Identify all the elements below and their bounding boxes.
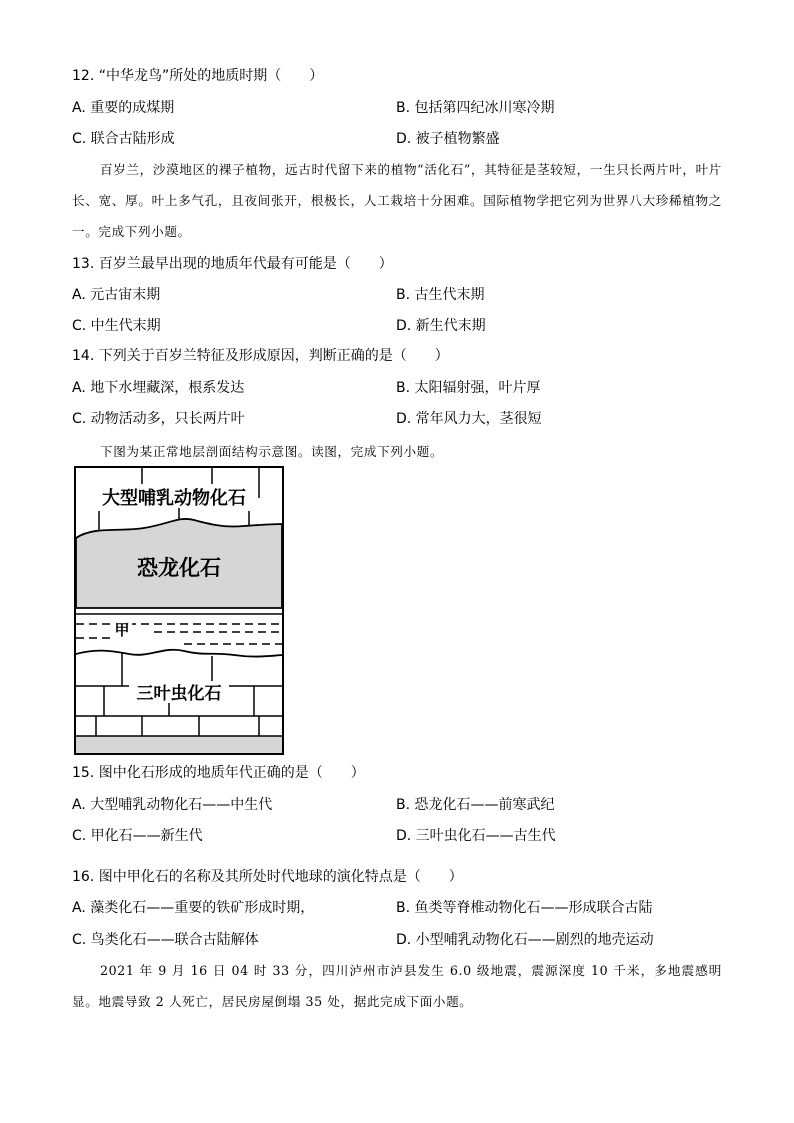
q14-stem: 14. 下列关于百岁兰特征及形成原因，判断正确的是（ ） [72, 348, 449, 364]
q12-stem: 12. “中华龙鸟”所处的地质时期（ ） [72, 68, 324, 84]
q16-stem: 16. 图中甲化石的名称及其所处时代地球的演化特点是（ ） [72, 869, 463, 885]
q13-option-c: C. 中生代末期 [72, 318, 161, 334]
q16-option-d: D. 小型哺乳动物化石——剧烈的地壳运动 [396, 932, 654, 948]
stratigraphic-section-figure [74, 466, 284, 756]
q12-option-c: C. 联合古陆形成 [72, 131, 175, 147]
passage-welwitschia: 百岁兰，沙漠地区的裸子植物，远古时代留下来的植物“活化石”，其特征是茎较短，一生只长两片叶，叶片长、宽、厚。叶上多气孔，且夜间张开，根极长，人工栽培十分困难。国际植物学把它列为世界八大珍稀植物之一。完成下列小题。 [72, 162, 722, 239]
q16-option-a: A. 藻类化石——重要的铁矿形成时期， [72, 900, 315, 916]
q13-stem: 13. 百岁兰最早出现的地质年代最有可能是（ ） [72, 256, 393, 272]
q12-option-b: B. 包括第四纪冰川寒冷期 [396, 100, 555, 116]
label-layer-jia: 甲 [114, 621, 130, 639]
q14-option-c: C. 动物活动多，只长两片叶 [72, 411, 245, 427]
q14-option-b: B. 太阳辐射强，叶片厚 [396, 380, 541, 396]
q15-option-d: D. 三叶虫化石——古生代 [396, 828, 556, 844]
q12-option-d: D. 被子植物繁盛 [396, 131, 500, 147]
q15-option-a: A. 大型哺乳动物化石——中生代 [72, 797, 273, 813]
q12-option-a: A. 重要的成煤期 [72, 100, 175, 116]
q13-option-a: A. 元古宙末期 [72, 287, 161, 303]
label-large-mammal-fossil: 大型哺乳动物化石 [102, 488, 246, 509]
q13-option-d: D. 新生代末期 [396, 318, 486, 334]
q16-option-b: B. 鱼类等脊椎动物化石——形成联合古陆 [396, 900, 653, 916]
q14-option-d: D. 常年风力大，茎很短 [396, 411, 542, 427]
passage-earthquake: 2021 年 9 月 16 日 04 时 33 分，四川泸州市泸县发生 6.0 级地震，震源深度 10 千米，多地震感明显。地震导致 2 人死亡，居民房屋倒塌 35 处，据此完成下面小题。 [72, 963, 722, 1009]
label-trilobite-fossil: 三叶虫化石 [136, 684, 222, 704]
q16-option-c: C. 鸟类化石——联合古陆解体 [72, 932, 259, 948]
q13-option-b: B. 古生代末期 [396, 287, 485, 303]
q15-option-b: B. 恐龙化石——前寒武纪 [396, 797, 555, 813]
passage-figure-intro: 下图为某正常地层剖面结构示意图。读图，完成下列小题。 [100, 444, 444, 459]
q15-stem: 15. 图中化石形成的地质年代正确的是（ ） [72, 765, 365, 781]
q14-option-a: A. 地下水埋藏深，根系发达 [72, 380, 245, 396]
label-dinosaur-fossil: 恐龙化石 [137, 556, 221, 580]
q15-option-c: C. 甲化石——新生代 [72, 828, 203, 844]
